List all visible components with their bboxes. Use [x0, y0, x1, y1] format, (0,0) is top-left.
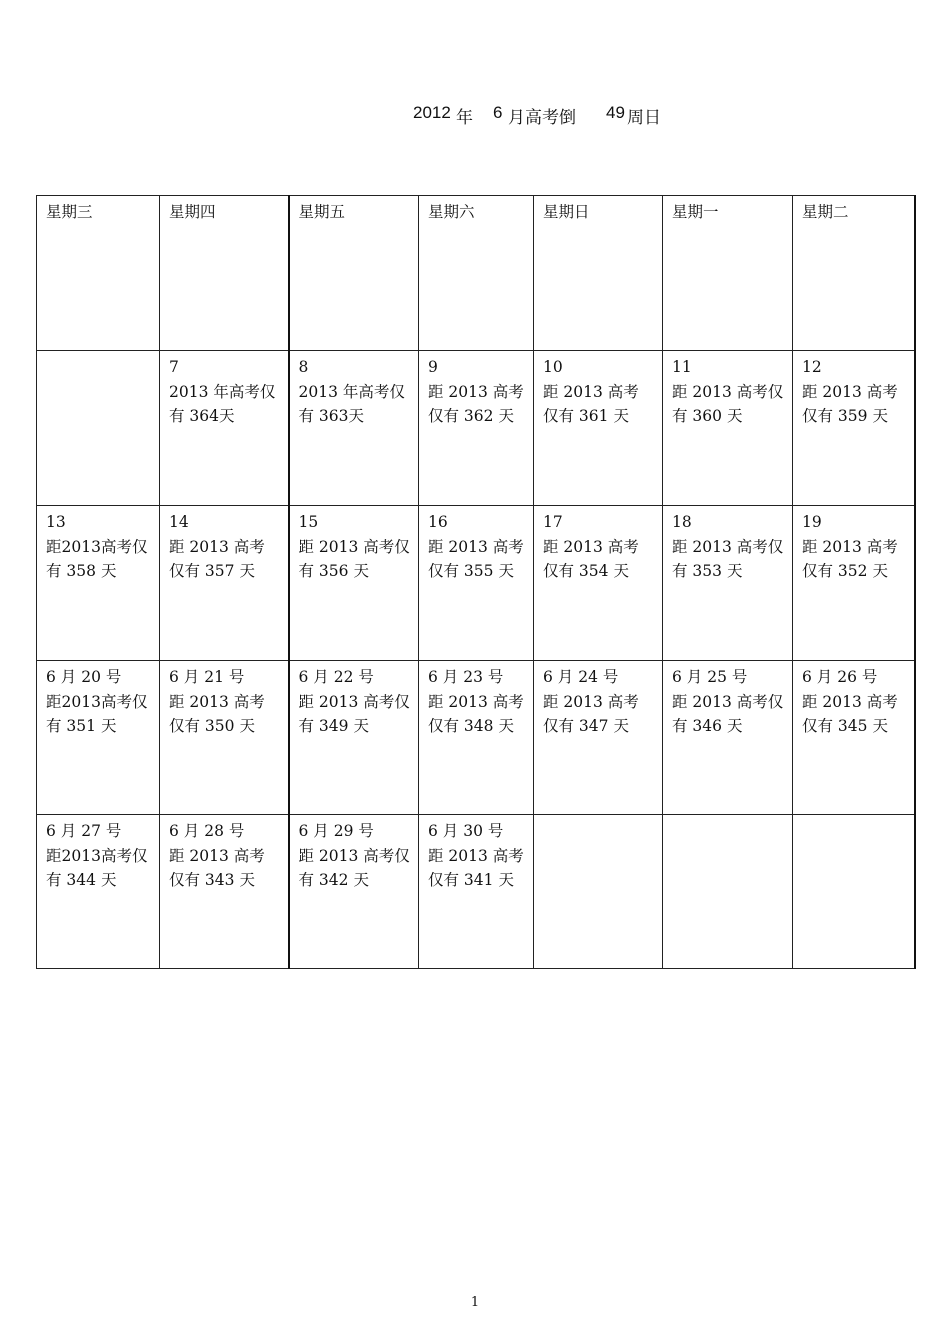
week-row: [37, 506, 915, 661]
weekday-header: 星期三: [37, 196, 160, 351]
title-month: 6: [493, 103, 503, 122]
day-cell: [289, 815, 419, 969]
day-date: 11: [672, 358, 692, 376]
week-row: [37, 815, 915, 969]
weekday-header: 星期二: [793, 196, 915, 351]
day-countdown: 距 2013 高考仅有 342 天: [298, 846, 410, 889]
day-countdown: 距 2013 高考仅有 355 天: [428, 537, 524, 580]
day-date: 14: [169, 513, 189, 531]
day-date: 6 月 22 号: [298, 668, 374, 686]
day-countdown: 距 2013 高考仅有 353 天: [672, 537, 784, 580]
day-cell: [37, 661, 160, 815]
day-countdown: 距2013高考仅有 351 天: [46, 692, 148, 735]
weekday-header-row: [37, 196, 915, 351]
day-cell: [289, 506, 419, 661]
day-date: 6 月 25 号: [672, 668, 748, 686]
day-countdown: 距 2013 高考仅有 341 天: [428, 846, 524, 889]
day-countdown: 2013 年高考仅有 364天: [169, 382, 276, 425]
day-cell: [663, 351, 793, 506]
day-cell: [419, 351, 534, 506]
day-cell: [793, 506, 915, 661]
day-countdown: 距 2013 高考仅有 350 天: [169, 692, 265, 735]
day-cell: [160, 506, 289, 661]
day-date: 10: [543, 358, 563, 376]
day-date: 12: [802, 358, 822, 376]
day-cell: [37, 351, 160, 506]
calendar-table: [36, 195, 916, 969]
day-cell: [289, 661, 419, 815]
page-number: 1: [470, 1295, 480, 1310]
day-date: 6 月 28 号: [169, 822, 245, 840]
page-title: [0, 103, 950, 129]
day-cell: [793, 815, 915, 969]
day-date: 6 月 24 号: [543, 668, 619, 686]
day-cell: [534, 661, 663, 815]
day-cell: [793, 351, 915, 506]
day-countdown: 距 2013 高考仅有 356 天: [298, 537, 410, 580]
day-cell: [663, 506, 793, 661]
day-date: 18: [672, 513, 692, 531]
week-row: [37, 351, 915, 506]
title-year-unit: 年: [456, 108, 473, 127]
day-countdown: 距 2013 高考仅有 361 天: [543, 382, 639, 425]
day-countdown: 距 2013 高考仅有 362 天: [428, 382, 524, 425]
day-countdown: 距 2013 高考仅有 352 天: [802, 537, 898, 580]
day-cell: [419, 815, 534, 969]
day-date: 6 月 27 号: [46, 822, 122, 840]
day-countdown: 距2013高考仅有 358 天: [46, 537, 148, 580]
day-date: 13: [46, 513, 66, 531]
day-cell: [534, 815, 663, 969]
day-countdown: 距 2013 高考仅有 359 天: [802, 382, 898, 425]
day-cell: [160, 351, 289, 506]
day-countdown: 距 2013 高考仅有 346 天: [672, 692, 784, 735]
day-countdown: 距 2013 高考仅有 345 天: [802, 692, 898, 735]
day-countdown: 距 2013 高考仅有 357 天: [169, 537, 265, 580]
day-cell: [37, 506, 160, 661]
day-cell: [160, 661, 289, 815]
weekday-header: 星期日: [534, 196, 663, 351]
day-date: 17: [543, 513, 563, 531]
day-cell: [663, 661, 793, 815]
day-date: 15: [298, 513, 319, 531]
day-cell: [663, 815, 793, 969]
day-countdown: 距 2013 高考仅有 354 天: [543, 537, 639, 580]
title-days: 49: [606, 103, 625, 122]
day-cell: [160, 815, 289, 969]
day-date: 6 月 23 号: [428, 668, 504, 686]
day-countdown: 距2013高考仅有 344 天: [46, 846, 148, 889]
day-countdown: 距 2013 高考仅有 343 天: [169, 846, 265, 889]
day-cell: [534, 506, 663, 661]
day-countdown: 2013 年高考仅有 363天: [298, 382, 405, 425]
day-countdown: 距 2013 高考仅有 360 天: [672, 382, 784, 425]
weekday-header: 星期五: [289, 196, 419, 351]
day-date: 6 月 30 号: [428, 822, 504, 840]
day-date: 19: [802, 513, 822, 531]
day-cell: [37, 815, 160, 969]
day-countdown: 距 2013 高考仅有 349 天: [298, 692, 410, 735]
week-row: [37, 661, 915, 815]
weekday-header: 星期四: [160, 196, 289, 351]
day-date: 6 月 21 号: [169, 668, 245, 686]
day-date: 6 月 29 号: [298, 822, 374, 840]
day-countdown: 距 2013 高考仅有 347 天: [543, 692, 639, 735]
title-days-unit: 周日: [627, 108, 661, 127]
day-cell: [419, 506, 534, 661]
day-cell: [289, 351, 419, 506]
day-date: 6 月 26 号: [802, 668, 878, 686]
title-year: 2012: [413, 103, 451, 122]
day-date: 16: [428, 513, 448, 531]
weekday-header: 星期一: [663, 196, 793, 351]
day-cell: [534, 351, 663, 506]
day-countdown: 距 2013 高考仅有 348 天: [428, 692, 524, 735]
day-date: 8: [298, 358, 309, 376]
day-date: 7: [169, 358, 179, 376]
title-month-unit: 月高考倒: [508, 108, 576, 127]
weekday-header: 星期六: [419, 196, 534, 351]
day-date: 6 月 20 号: [46, 668, 122, 686]
day-cell: [419, 661, 534, 815]
day-cell: [793, 661, 915, 815]
day-date: 9: [428, 358, 438, 376]
